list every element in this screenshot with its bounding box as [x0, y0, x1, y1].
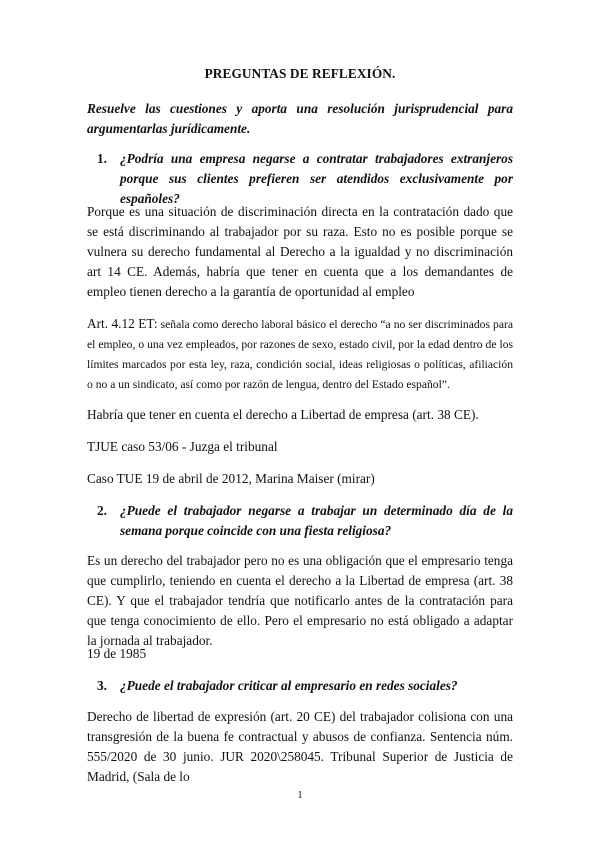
- question-text: ¿Podría una empresa negarse a contratar trabajadores extranjeros porque sus clientes prefieren ser atendidos exclusivamente por españoles?: [120, 151, 513, 206]
- question-text: ¿Puede el trabajador negarse a trabajar un determinado día de la semana porque coincide con una fiesta religiosa?: [120, 503, 513, 538]
- page-title: PREGUNTAS DE REFLEXIÓN.: [204, 66, 396, 81]
- page-number: 1: [297, 790, 303, 801]
- question-1: [87, 149, 513, 206]
- intro-paragraph: Resuelve las cuestiones y aporta una resolución jurisprudencial para argumentarlas jurídicamente.: [87, 101, 513, 136]
- question-number: 3.: [97, 678, 107, 693]
- citation-text: señala como derecho laboral básico el derecho “a no ser discriminados para el empleo, o una vez empleados, por razones de sexo, estado civil, por la edad dentro de los límites marcados por esta ley, raza, condición social, ideas religiosas o políticas, afiliación o no a un sindicato, así como por razón de lengua, dentro del Estado español”.: [87, 318, 513, 391]
- citation-paragraph: [87, 314, 513, 395]
- question-text: ¿Puede el trabajador criticar al empresario en redes sociales?: [120, 678, 458, 693]
- citation-lead: Art. 4.12 ET:: [87, 316, 158, 331]
- note-libertad-empresa: Habría que tener en cuenta el derecho a Libertad de empresa (art. 38 CE).: [87, 407, 479, 422]
- question-2: [87, 501, 513, 541]
- question-number: 1.: [97, 151, 107, 166]
- question-3: [87, 676, 513, 696]
- answer-2: Es un derecho del trabajador pero no es una obligación que el empresario tenga que cumplirlo, teniendo en cuenta el derecho a la Libertad de empresa (art. 38 CE). Y que el trabajador tendría que notificarlo antes de la contratación para que tenga conocimiento de ello. Pero el empresario no está obligado a adaptar la jornada al trabajador.: [87, 553, 513, 648]
- question-number: 2.: [97, 503, 107, 518]
- note-tjue-caso: TJUE caso 53/06 - Juzga el tribunal: [87, 439, 278, 454]
- note-caso-tue: Caso TUE 19 de abril de 2012, Marina Maiser (mirar): [87, 471, 375, 486]
- note-fecha: 19 de 1985: [87, 646, 147, 661]
- answer-1: Porque es una situación de discriminación directa en la contratación dado que se está discriminando al trabajador por su raza. Esto no es posible porque se vulnera su derecho fundamental al Derecho a la igualdad y no discriminación art 14 CE. Además, habría que tener en cuenta que a los demandantes de empleo tienen derecho a la garantía de oportunidad al empleo: [87, 204, 513, 299]
- answer-3: Derecho de libertad de expresión (art. 20 CE) del trabajador colisiona con una transgresión de la buena fe contractual y abusos de confianza. Sentencia núm. 555/2020 de 30 junio. JUR 2020\258045. Tribunal Superior de Justicia de Madrid, (Sala de lo: [87, 709, 513, 784]
